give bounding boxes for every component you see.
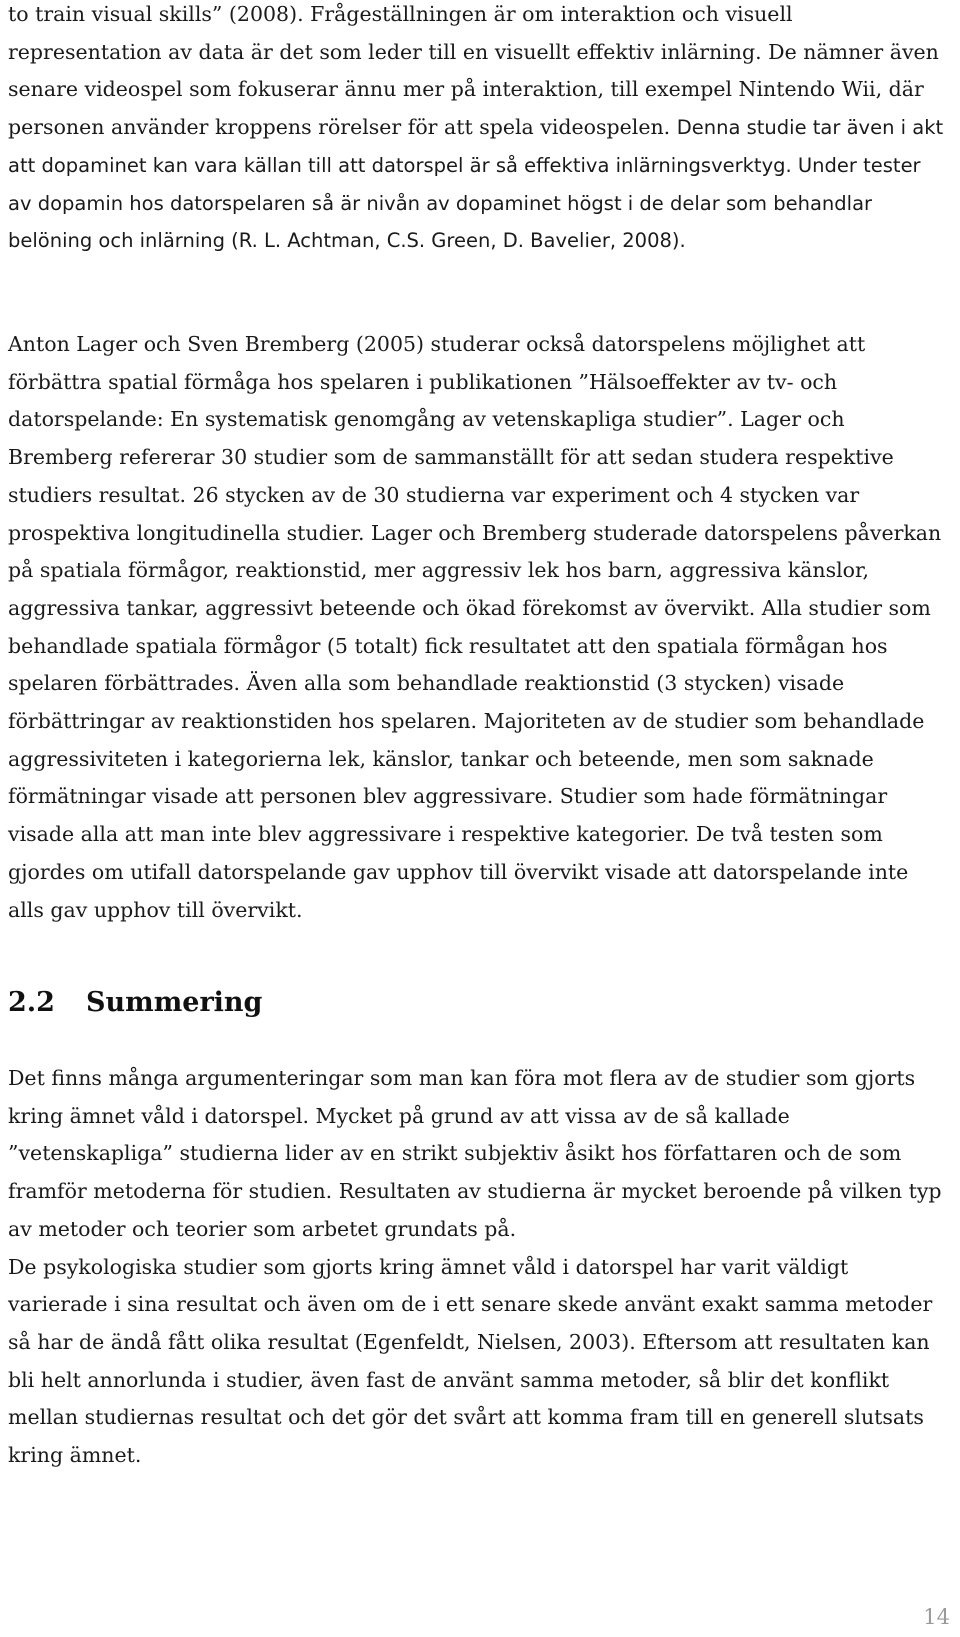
- paragraph-dopamine-sans-part: Denna studie tar även i akt att dopaminet kan vara källan till att datorspel är så effektiva inlärningsverktyg. Under tester av dopamin hos datorspelaren så är nivån av dopaminet högst i de delar som behandlar belöning och inlärning (R. L. Achtman, C.S. Green, D. Bavelier, 2008).: [8, 116, 944, 253]
- section-heading: [8, 985, 262, 1021]
- paragraph-dopamine: [8, 0, 948, 260]
- paragraph-lager-bremberg: Anton Lager och Sven Bremberg (2005) studerar också datorspelens möjlighet att förbättra spatial förmåga hos spelaren i publikationen ”Hälsoeffekter av tv- och datorspelande: En systematisk genomgång av vetenskapliga studier”. Lager och Bremberg refererar 30 studier som de sammanställt för att sedan studera respektive studiers resultat. 26 stycken av de 30 studierna var experiment och 4 stycken var prospektiva longitudinella studier. Lager och Bremberg studerade datorspelens påverkan på spatiala förmågor, reaktionstid, mer aggressiv lek hos barn, aggressiva känslor, aggressiva tankar, aggressivt beteende och ökad förekomst av övervikt. Alla studier som behandlade spatiala förmågor (5 totalt) fick resultatet att den spatiala förmågan hos spelaren förbättrades. Även alla som behandlade reaktionstid (3 stycken) visade förbättringar av reaktionstiden hos spelaren. Majoriteten av de studier som behandlade aggressiviteten i kategorierna lek, känslor, tankar och beteende, men som saknade förmätningar visade att personen blev aggressivare. Studier som hade förmätningar visade alla att man inte blev aggressivare i respektive kategorier. De två testen som gjordes om utifall datorspelande gav upphov till övervikt visade att datorspelande inte alls gav upphov till övervikt.: [8, 332, 942, 922]
- summary-section: [8, 1060, 948, 1475]
- paragraph-summary-1: Det finns många argumenteringar som man kan föra mot flera av de studier som gjorts kring ämnet våld i datorspel. Mycket på grund av att vissa av de så kallade ”vetenskapliga” studierna lider av en strikt subjektiv åsikt hos författaren och de som framför metoderna för studien. Resultaten av studierna är mycket beroende på vilken typ av metoder och teorier som arbetet grundats på.: [8, 1066, 942, 1241]
- page-number: 14: [923, 1605, 950, 1629]
- paragraph-dopamine-serif-part: to train visual skills” (2008). Frågeställningen är om interaktion och visuell representation av data är det som leder till en visuellt effektiv inlärning. De nämner även senare videospel som fokuserar ännu mer på interaktion, till exempel Nintendo Wii, där personen använder kroppens rörelser för att spela videospelen.: [8, 2, 939, 140]
- paragraph-summary-2: De psykologiska studier som gjorts kring ämnet våld i datorspel har varit väldigt varierade i sina resultat och även om de i ett senare skede använt exakt samma metoder så har de ändå fått olika resultat (Egenfeldt, Nielsen, 2003). Eftersom att resultaten kan bli helt annorlunda i studier, även fast de använt samma metoder, så blir det konflikt mellan studiernas resultat och det gör det svårt att komma fram till en generell slutsats kring ämnet.: [8, 1254, 933, 1468]
- section-title: Summering: [86, 987, 263, 1018]
- section-number: 2.2: [8, 987, 55, 1018]
